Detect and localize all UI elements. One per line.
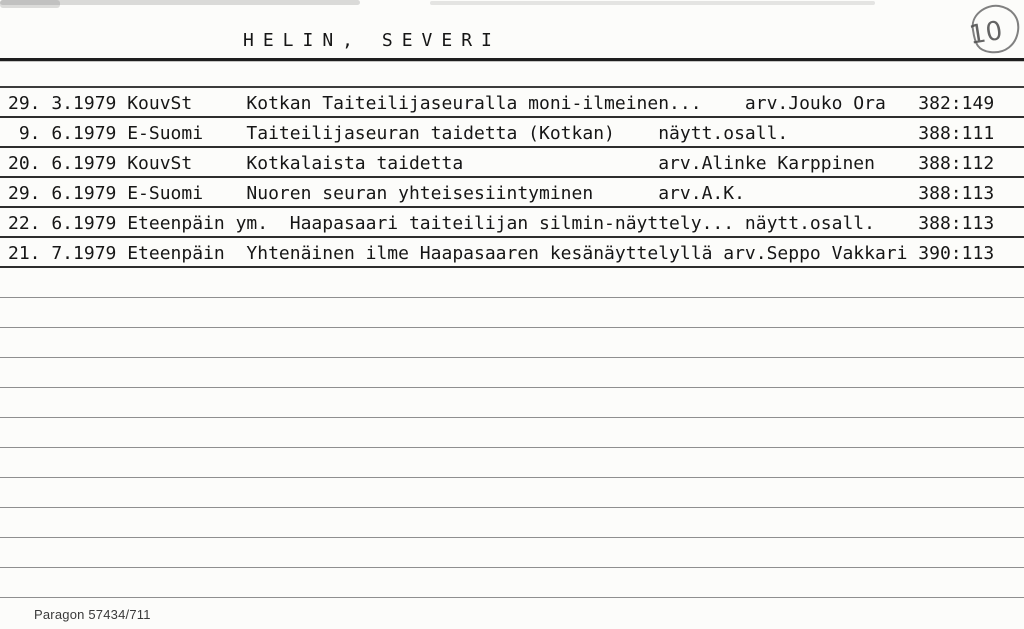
ruled-line [0, 478, 1024, 508]
entry-line: 29. 3.1979 KouvSt Kotkan Taiteilijaseuralla moni-ilmeinen... arv.Jouko Ora 382:149 [8, 93, 995, 114]
handwritten-page-number [953, 1, 1023, 59]
ruled-line [0, 508, 1024, 538]
entry-row [0, 148, 1024, 178]
entry-line: 22. 6.1979 Eteenpäin ym. Haapasaari taiteilijan silmin-näyttely... näytt.osall. 388:113 [8, 213, 995, 234]
ruled-line [0, 268, 1024, 298]
entry-line: 21. 7.1979 Eteenpäin Yhtenäinen ilme Haapasaaren kesänäyttelyllä arv.Seppo Vakkari 390:113 [8, 243, 995, 264]
scan-artifact [430, 1, 875, 5]
ruled-line [0, 298, 1024, 328]
entry-row [0, 118, 1024, 148]
scan-artifact [0, 0, 60, 8]
header-rule-thick [0, 58, 1024, 61]
entry-line: 9. 6.1979 E-Suomi Taiteilijaseuran taidetta (Kotkan) näytt.osall. 388:111 [8, 123, 995, 144]
ruled-line [0, 328, 1024, 358]
entry-line: 29. 6.1979 E-Suomi Nuoren seuran yhteisesiintyminen arv.A.K. 388:113 [8, 183, 995, 204]
ruled-line [0, 358, 1024, 388]
entry-row [0, 208, 1024, 238]
ruled-line [0, 538, 1024, 568]
entry-row [0, 88, 1024, 118]
page-number: 10 [967, 15, 1005, 51]
ruled-line [0, 448, 1024, 478]
card-stock-label: Paragon 57434/711 [34, 607, 151, 622]
card-title: HELIN, SEVERI [243, 30, 501, 51]
ruled-line [0, 568, 1024, 598]
entry-line: 20. 6.1979 KouvSt Kotkalaista taidetta arv.Alinke Karppinen 388:112 [8, 153, 995, 174]
entry-list [0, 88, 1024, 268]
ruled-area [0, 268, 1024, 598]
entry-row [0, 178, 1024, 208]
ruled-line [0, 418, 1024, 448]
ruled-line [0, 388, 1024, 418]
entry-row [0, 238, 1024, 268]
